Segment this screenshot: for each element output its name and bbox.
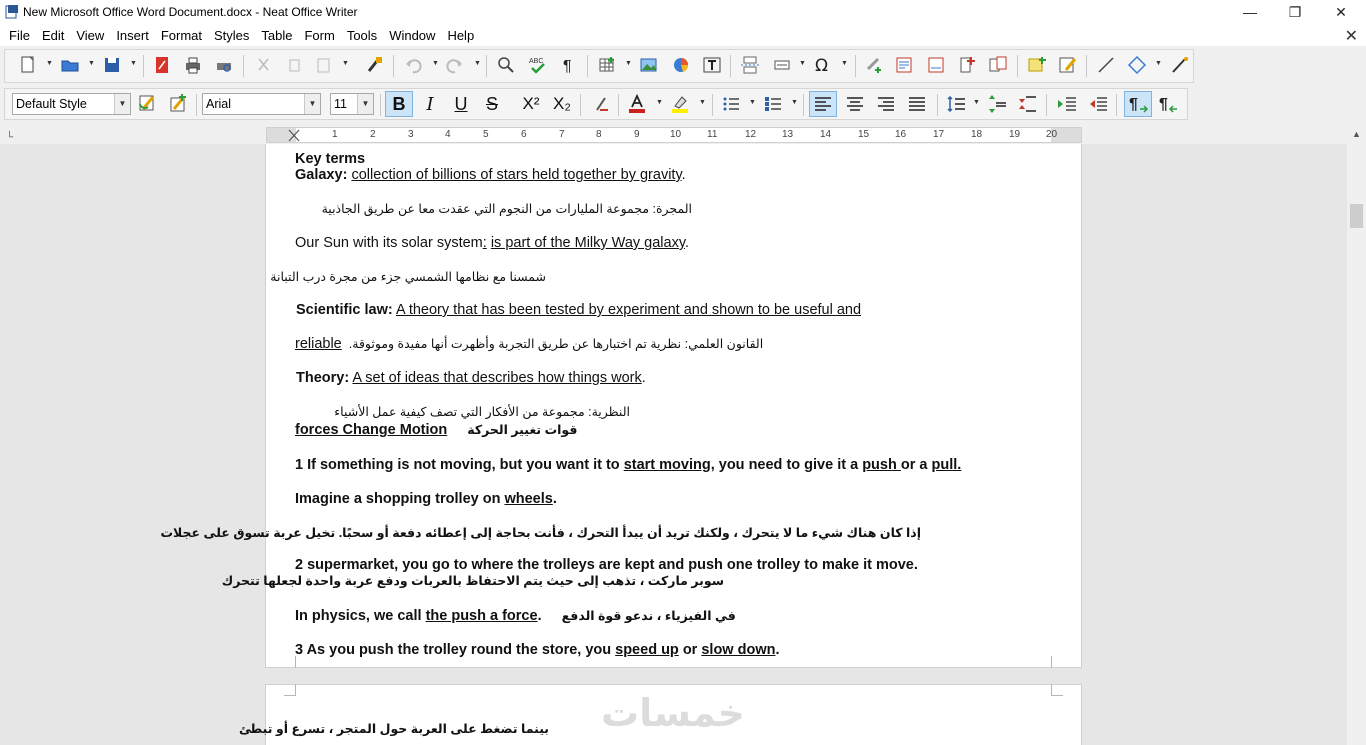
new-dropdown-icon[interactable]: ▼: [46, 60, 53, 67]
formatting-toolbar: [0, 86, 1366, 122]
term-definition-end: reliable: [295, 336, 342, 352]
save-icon[interactable]: [100, 53, 124, 77]
insert-endnote-icon[interactable]: [924, 53, 948, 77]
indent-marker-icon[interactable]: [288, 129, 300, 142]
ruler-number: 6: [521, 129, 527, 140]
toolbar-separator: [712, 94, 713, 116]
sun-sentence: Our Sun with its solar system: is part of the Milky Way galaxy.: [295, 235, 690, 251]
maximize-button[interactable]: ❐: [1288, 3, 1302, 20]
ruler-number: 11: [707, 129, 718, 140]
physics-arabic: في الفيزياء ، ندعو قوة الدفع: [561, 609, 736, 623]
font-name-select[interactable]: [202, 93, 321, 115]
increase-indent-icon[interactable]: [1055, 92, 1079, 116]
print-icon[interactable]: [181, 53, 205, 77]
toolbar-separator: [196, 94, 197, 116]
term-label: Scientific law:: [296, 302, 393, 318]
toolbar-separator: [393, 55, 394, 77]
insert-hyperlink-icon[interactable]: [862, 53, 886, 77]
update-style-icon[interactable]: [135, 91, 159, 115]
physics-text-b: .: [537, 608, 542, 624]
toolbar-separator: [143, 55, 144, 77]
galaxy-arabic: المجرة: مجموعة المليارات من النجوم التي عقدت معا عن طريق الجاذبية: [321, 202, 692, 216]
page-corner-marker: [1051, 656, 1063, 668]
trolley-underline: wheels: [504, 491, 553, 507]
menu-window[interactable]: Window: [389, 27, 436, 43]
paragraph-2: [295, 557, 918, 573]
writer-app-icon: [5, 5, 19, 19]
menu-tools[interactable]: Tools: [346, 27, 378, 43]
term-definition: A theory that has been tested by experiment and shown to be useful and: [395, 302, 862, 318]
toolbar-separator: [1086, 55, 1087, 77]
font-color-icon[interactable]: [625, 92, 649, 116]
line-spacing-dropdown-icon[interactable]: ▼: [973, 99, 980, 106]
redo-dropdown-icon[interactable]: ▼: [474, 60, 481, 67]
toolbar-separator: [380, 94, 381, 116]
redo-icon[interactable]: [443, 53, 467, 77]
paragraph-1: [295, 457, 961, 473]
undo-dropdown-icon[interactable]: ▼: [432, 60, 439, 67]
menu-edit[interactable]: Edit: [41, 27, 65, 43]
ruler-number: 7: [559, 129, 565, 140]
close-window-button[interactable]: ✕: [1335, 3, 1347, 20]
table-dropdown-icon[interactable]: ▼: [625, 60, 632, 67]
menu-form[interactable]: Form: [304, 27, 335, 43]
window-title: New Microsoft Office Word Document.docx - Neat Office Writer: [23, 5, 358, 19]
basic-shapes-icon[interactable]: [1125, 53, 1149, 77]
minimize-button[interactable]: —: [1243, 4, 1257, 20]
term-definition: collection of billions of stars held together by gravity: [351, 167, 682, 183]
track-changes-icon[interactable]: [1056, 53, 1080, 77]
paragraph-style-select[interactable]: [12, 93, 131, 115]
align-center-icon[interactable]: [843, 92, 867, 116]
undo-icon[interactable]: [401, 53, 425, 77]
list-number: 2: [295, 557, 304, 573]
export-pdf-icon[interactable]: [150, 53, 174, 77]
justify-icon[interactable]: [905, 92, 929, 116]
list-number: 1: [295, 457, 304, 473]
ruler-number: 15: [858, 129, 870, 140]
copy-icon[interactable]: [283, 53, 307, 77]
physics-sentence: [295, 608, 736, 624]
paste-dropdown-icon[interactable]: ▼: [342, 60, 349, 67]
insert-cross-reference-icon[interactable]: [986, 53, 1010, 77]
open-dropdown-icon[interactable]: ▼: [88, 60, 95, 67]
menu-view[interactable]: View: [76, 27, 105, 43]
page-corner-marker: [284, 684, 296, 696]
toolbar-separator: [1017, 55, 1018, 77]
tab-stop-selector[interactable]: └: [6, 132, 14, 143]
align-right-icon[interactable]: [874, 92, 898, 116]
p2-text: supermarket, you go to where the trolleys are kept and push one trolley to make it move.: [307, 557, 918, 573]
align-left-button[interactable]: [809, 91, 837, 117]
document-canvas[interactable]: [0, 144, 1347, 745]
clone-formatting-icon[interactable]: [363, 53, 387, 77]
forces-heading: [295, 422, 577, 438]
menu-insert[interactable]: Insert: [116, 27, 149, 43]
insert-textbox-icon[interactable]: [700, 53, 724, 77]
bullet-list-icon[interactable]: [719, 92, 743, 116]
menu-bar: [0, 24, 1366, 46]
vertical-scrollbar[interactable]: [1347, 124, 1366, 745]
scroll-up-icon[interactable]: ▲: [1352, 129, 1361, 139]
insert-comment-icon[interactable]: [1025, 53, 1049, 77]
paste-icon[interactable]: [312, 53, 336, 77]
ruler-number: 4: [445, 129, 451, 140]
font-color-dropdown-icon[interactable]: ▼: [656, 99, 663, 106]
ruler-number: 19: [1009, 129, 1021, 140]
menu-table[interactable]: Table: [261, 27, 293, 43]
term-label: Galaxy:: [295, 167, 348, 183]
insert-footnote-icon[interactable]: [892, 53, 916, 77]
toolbar-separator: [937, 94, 938, 116]
theory-definition: Theory: A set of ideas that describes how things work.: [296, 370, 646, 386]
insert-chart-icon[interactable]: [669, 53, 693, 77]
toolbar-separator: [243, 55, 244, 77]
ruler-number: 2: [370, 129, 376, 140]
toolbar-separator: [618, 94, 619, 116]
cut-icon[interactable]: [252, 53, 276, 77]
p3-text-a: As you push the trolley round the store, you: [306, 642, 616, 658]
forces-arabic: قوات تغيير الحركة: [467, 423, 578, 437]
physics-text-a: In physics, we call: [295, 608, 426, 624]
sun-arabic: شمسنا مع نظامها الشمسي جزء من مجرة درب التبانة: [270, 270, 546, 284]
ruler-number: 3: [408, 129, 414, 140]
p1-text-b: , you need to give it a: [710, 457, 863, 473]
ruler-number: 9: [634, 129, 640, 140]
scrollbar-thumb[interactable]: [1350, 204, 1363, 228]
p1-underline: push: [862, 457, 901, 473]
sun-text-a: Our Sun with its solar system: [295, 235, 483, 251]
paragraph-style-value: Default Style: [16, 97, 87, 111]
trolley-sentence: [295, 491, 557, 507]
svg-text:Ω: Ω: [815, 56, 828, 75]
formatting-marks-icon[interactable]: [557, 53, 581, 77]
italic-button[interactable]: I: [426, 93, 434, 115]
print-preview-icon[interactable]: [212, 53, 236, 77]
toolbar-separator: [1046, 94, 1047, 116]
save-dropdown-icon[interactable]: ▼: [130, 60, 137, 67]
chevron-down-icon[interactable]: ▼: [304, 94, 320, 114]
strikethrough-button[interactable]: S: [485, 93, 498, 114]
chevron-down-icon[interactable]: ▼: [114, 94, 130, 114]
ruler-number: 13: [782, 129, 794, 140]
highlight-color-icon[interactable]: [668, 92, 692, 116]
insert-field-icon[interactable]: [770, 53, 794, 77]
page-corner-marker: [1051, 684, 1063, 696]
increase-paragraph-spacing-icon[interactable]: [986, 92, 1010, 116]
standard-toolbar: [0, 47, 1366, 85]
font-size-select[interactable]: [330, 93, 374, 115]
svg-text:ABC: ABC: [529, 58, 544, 65]
bullet-dropdown-icon[interactable]: ▼: [749, 99, 756, 106]
ruler-number: 16: [895, 129, 907, 140]
trolley-text-a: Imagine a shopping trolley on: [295, 491, 505, 507]
field-dropdown-icon[interactable]: ▼: [799, 60, 806, 67]
menu-file[interactable]: File: [9, 27, 30, 43]
right-to-left-icon[interactable]: [1156, 92, 1180, 116]
term-definition: A set of ideas that describes how things work: [352, 370, 642, 386]
insert-table-icon[interactable]: [595, 53, 619, 77]
trolley-text-b: .: [552, 491, 557, 507]
line-spacing-icon[interactable]: [944, 92, 968, 116]
p1-text-a: If something is not moving, but you want it to: [307, 457, 624, 473]
subscript-button[interactable]: X₂: [553, 94, 571, 113]
ruler-number: 20: [1046, 129, 1058, 140]
paragraph-1-arabic: إذا كان هناك شيء ما لا يتحرك ، ولكنك تريد أن يبدأ التحرك ، فأنت بحاجة إلى إعطائه دفعة أو سحبًا. تخيل عربة تسوق على عجلات: [160, 526, 921, 540]
galaxy-definition: Galaxy: collection of billions of stars held together by gravity.: [295, 167, 686, 183]
new-document-icon[interactable]: [16, 53, 40, 77]
p3-text-b: or: [678, 642, 702, 658]
forces-title: forces Change Motion: [295, 422, 448, 438]
decrease-indent-icon[interactable]: [1086, 92, 1110, 116]
toolbar-separator: [587, 55, 588, 77]
font-size-value: 11: [334, 97, 347, 111]
spelling-icon[interactable]: [526, 53, 550, 77]
numbered-list-icon[interactable]: [761, 92, 785, 116]
toolbar-separator: [486, 55, 487, 77]
find-replace-icon[interactable]: [494, 53, 518, 77]
superscript-button[interactable]: X²: [522, 94, 540, 113]
term-label: Theory:: [296, 370, 350, 386]
document-page[interactable]: [160, 144, 1082, 668]
draw-function-icon[interactable]: [1168, 53, 1192, 77]
toolbar-separator: [803, 94, 804, 116]
paragraph-2-arabic: سوبر ماركت ، تذهب إلى حيث يتم الاحتفاظ بالعربات ودفع عربة واحدة لجعلها تتحرك: [221, 574, 724, 588]
clear-formatting-icon[interactable]: [590, 92, 614, 116]
insert-line-icon[interactable]: [1094, 53, 1118, 77]
close-document-button[interactable]: ✕: [1344, 28, 1358, 45]
title-bar: [0, 0, 1366, 24]
left-to-right-button[interactable]: [1124, 91, 1152, 117]
chevron-down-icon[interactable]: ▼: [357, 94, 373, 114]
list-number: 3: [295, 642, 304, 658]
paragraph-3: [295, 642, 780, 658]
ruler-number: 5: [483, 129, 489, 140]
p1-text-c: or a: [900, 457, 932, 473]
toolbar-separator: [580, 94, 581, 116]
ruler-number: 8: [596, 129, 602, 140]
svg-text:¶: ¶: [1159, 96, 1168, 113]
new-style-icon[interactable]: [166, 91, 190, 115]
insert-image-icon[interactable]: [637, 53, 661, 77]
ruler-number: 14: [820, 129, 832, 140]
scientific-law-continued: [295, 336, 763, 352]
ruler-number: 12: [745, 129, 757, 140]
physics-underline: the push a force: [425, 608, 538, 624]
p1-underline: pull.: [931, 457, 962, 473]
decrease-paragraph-spacing-icon[interactable]: [1016, 92, 1040, 116]
ruler-number: 18: [971, 129, 983, 140]
toolbar-separator: [855, 55, 856, 77]
ruler-number: 10: [670, 129, 682, 140]
p3-text-c: .: [775, 642, 780, 658]
page-2-arabic: بينما تضغط على العربة حول المتجر ، تسرع أو تبطئ: [239, 722, 549, 736]
horizontal-ruler[interactable]: [266, 127, 1082, 143]
menu-format[interactable]: Format: [160, 27, 202, 43]
menu-styles[interactable]: Styles: [214, 27, 250, 43]
menu-help[interactable]: Help: [447, 27, 475, 43]
open-folder-icon[interactable]: [58, 53, 82, 77]
insert-bookmark-icon[interactable]: [955, 53, 979, 77]
watermark: خمسات: [601, 693, 745, 735]
sun-text-b: is part of the Milky Way galaxy: [490, 235, 686, 251]
ruler-number: 1: [332, 129, 338, 140]
shapes-dropdown-icon[interactable]: ▼: [1155, 60, 1162, 67]
scientific-law-arabic: القانون العلمي: نظرية تم اختبارها عن طريق التجربة وأظهرت أنها مفيدة وموثوقة.: [348, 337, 764, 351]
special-character-dropdown-icon[interactable]: ▼: [841, 60, 848, 67]
insert-page-break-icon[interactable]: [738, 53, 762, 77]
highlight-dropdown-icon[interactable]: ▼: [699, 99, 706, 106]
sun-colon: :: [482, 235, 487, 251]
svg-text:¶: ¶: [1129, 96, 1138, 113]
numbering-dropdown-icon[interactable]: ▼: [791, 99, 798, 106]
scientific-law-definition: [296, 302, 861, 318]
toolbar-separator: [730, 55, 731, 77]
p3-underline: slow down: [701, 642, 776, 658]
p1-underline: start moving: [623, 457, 711, 473]
underline-button[interactable]: U: [454, 93, 468, 114]
theory-arabic: النظرية: مجموعة من الأفكار التي تصف كيفية عمل الأشياء: [334, 405, 630, 419]
font-name-value: Arial: [206, 97, 232, 111]
ruler-number: 17: [933, 129, 945, 140]
key-terms-heading: Key terms: [295, 151, 366, 167]
document-page[interactable]: [239, 684, 1082, 745]
p3-underline: speed up: [615, 642, 679, 658]
special-character-icon[interactable]: [811, 53, 835, 77]
bold-button[interactable]: B: [385, 91, 413, 117]
toolbar-separator: [1116, 94, 1117, 116]
svg-text:¶: ¶: [563, 58, 572, 75]
